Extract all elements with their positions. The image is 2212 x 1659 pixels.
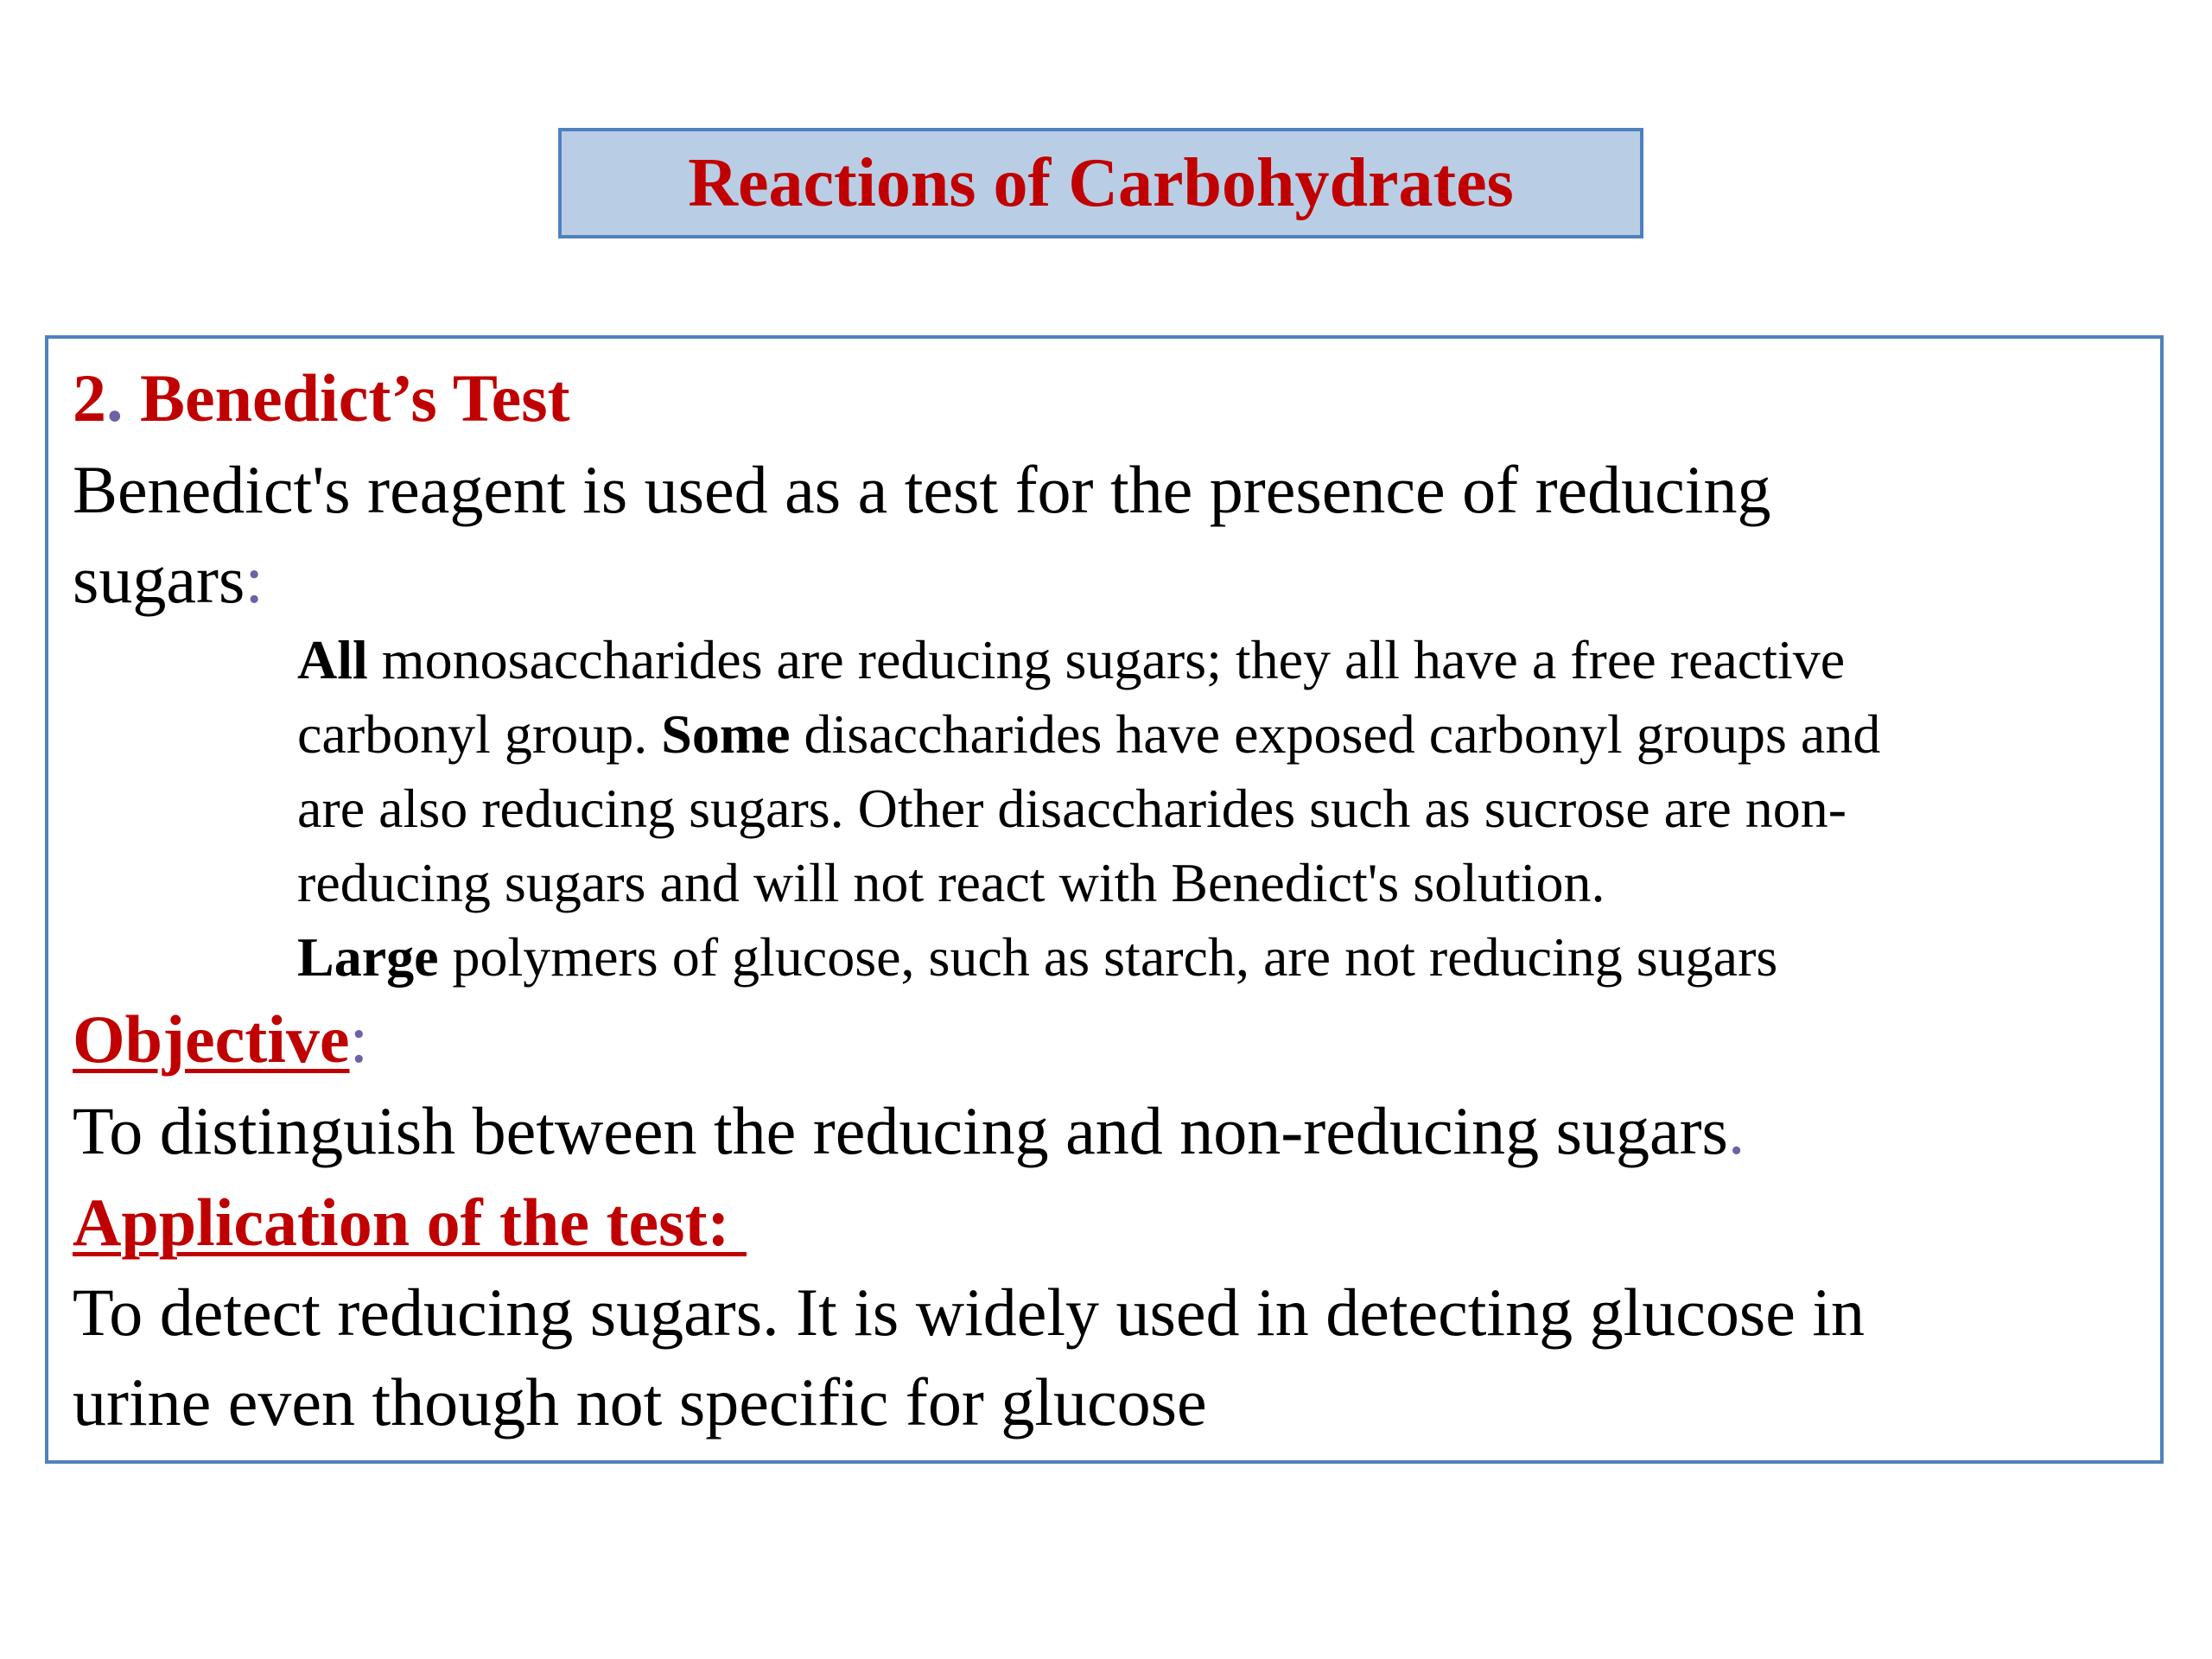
detail-bold-some: Some	[661, 703, 791, 765]
section-heading	[73, 360, 570, 435]
intro-colon: :	[245, 542, 264, 617]
application-heading	[73, 1185, 747, 1260]
objective-period: .	[1727, 1093, 1745, 1168]
section-number: 2	[73, 360, 106, 435]
detail-bold-large: Large	[297, 926, 439, 988]
detail-text-2a: carbonyl group.	[297, 703, 662, 765]
application-line-2: urine even though not specific for glucose	[73, 1364, 1207, 1440]
detail-line-4: reducing sugars and will not react with Benedict's solution.	[297, 852, 1605, 913]
detail-text-2b: disaccharides have exposed carbonyl groups and	[790, 703, 1881, 765]
detail-line-1	[297, 629, 1846, 690]
application-line-1: To detect reducing sugars. It is widely used in detecting glucose in	[73, 1274, 1866, 1350]
detail-line-2	[297, 703, 1881, 765]
intro-sugars: sugars	[73, 542, 245, 617]
section-dot: .	[106, 360, 124, 435]
slide-title: Reactions of Carbohydrates	[688, 145, 1514, 221]
title-banner	[558, 128, 1643, 238]
detail-bold-all: All	[297, 629, 368, 690]
detail-line-3: are also reducing sugars. Other disaccharides such as sucrose are non-	[297, 778, 1847, 839]
detail-text-5: polymers of glucose, such as starch, are not reducing sugars	[438, 926, 1778, 988]
intro-line-1: Benedict's reagent is used as a test for the presence of reducing	[73, 452, 1771, 527]
intro-line-2	[73, 542, 264, 617]
content-panel	[45, 335, 2164, 1464]
objective-heading	[73, 1001, 369, 1077]
section-title: Benedict’s Test	[123, 360, 570, 435]
detail-text-1: monosaccharides are reducing sugars; they all have a free reactive	[367, 629, 1846, 690]
detail-line-5	[297, 926, 1778, 988]
objective-colon: :	[349, 1001, 369, 1077]
objective-text	[73, 1093, 1745, 1168]
objective-label: Objective	[73, 1001, 350, 1077]
application-label: Application of the test:	[73, 1185, 747, 1260]
objective-sentence: To distinguish between the reducing and non-reducing sugars	[73, 1093, 1728, 1168]
